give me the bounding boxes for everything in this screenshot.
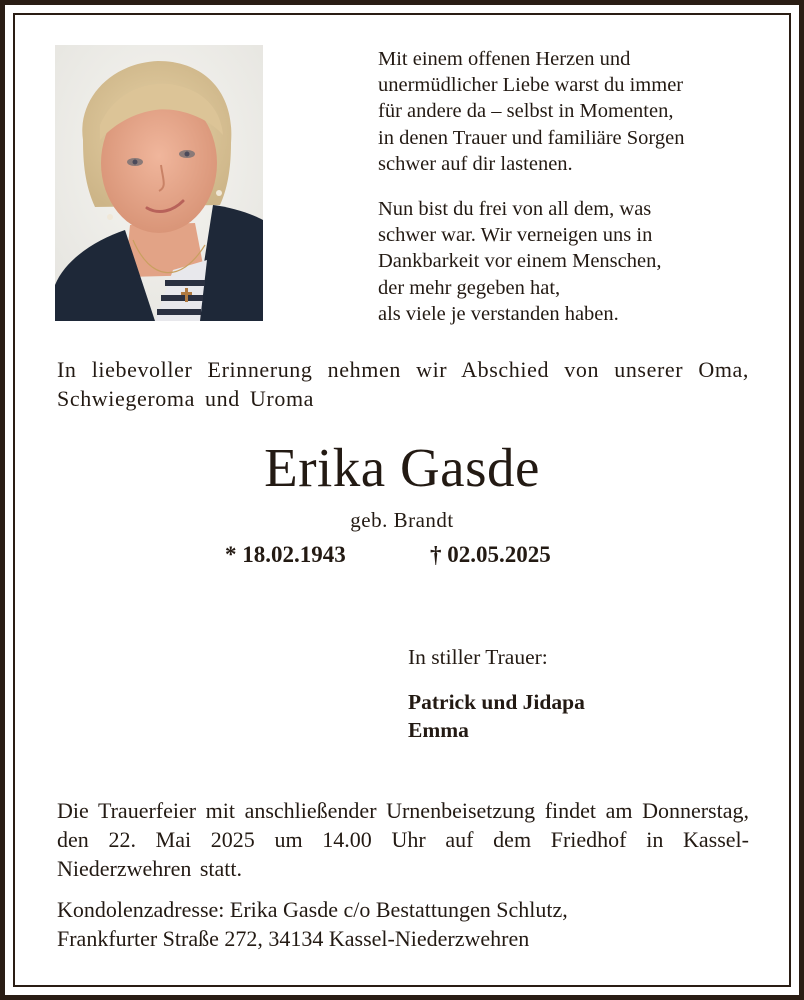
poem xyxy=(378,46,778,327)
condolence-line: Frankfurter Straße 272, 34134 Kassel-Niederzwehren xyxy=(57,926,530,951)
poem-line: für andere da – selbst in Momenten, xyxy=(378,100,674,123)
condolence-line: Kondolenzadresse: Erika Gasde c/o Bestattungen Schlutz, xyxy=(57,897,568,922)
poem-line: unermüdlicher Liebe warst du immer xyxy=(378,74,684,97)
maiden-name: geb. Brandt xyxy=(350,508,454,532)
poem-line: schwer war. Wir verneigen uns in xyxy=(378,224,653,247)
mourning-label: In stiller Trauer: xyxy=(408,645,548,669)
life-dates xyxy=(225,540,585,570)
mourner: Patrick und Jidapa xyxy=(408,690,585,714)
death-date: † 02.05.2025 xyxy=(430,542,551,567)
poem-line: in denen Trauer und familiäre Sorgen xyxy=(378,126,685,149)
poem-line: schwer auf dir lastenen. xyxy=(378,152,573,175)
mourner: Emma xyxy=(408,718,469,742)
poem-stanza-1 xyxy=(378,46,778,177)
poem-line: der mehr gegeben hat, xyxy=(378,276,561,299)
poem-line: Nun bist du frei von all dem, was xyxy=(378,198,652,221)
portrait-photo xyxy=(55,45,263,321)
portrait-image-icon xyxy=(55,45,263,321)
birth-date: * 18.02.1943 xyxy=(225,542,346,567)
funeral-notice: Die Trauerfeier mit anschließender Urnenbeisetzung findet am Donnerstag, den 22. Mai 2025 um 14.00 Uhr auf dem Friedhof in Kassel-Niederzwehren statt. xyxy=(57,798,749,881)
poem-line: Mit einem offenen Herzen und xyxy=(378,48,631,70)
poem-line: als viele je verstanden haben. xyxy=(378,302,619,325)
poem-line: Dankbarkeit vor einem Menschen, xyxy=(378,250,662,273)
mourners-list xyxy=(408,688,585,744)
poem-stanza-2 xyxy=(378,196,778,327)
deceased-name: Erika Gasde xyxy=(264,437,540,498)
condolence-address xyxy=(57,895,757,953)
intro-text: In liebevoller Erinnerung nehmen wir Abschied von unserer Oma, Schwiegeroma und Uroma xyxy=(57,357,749,411)
